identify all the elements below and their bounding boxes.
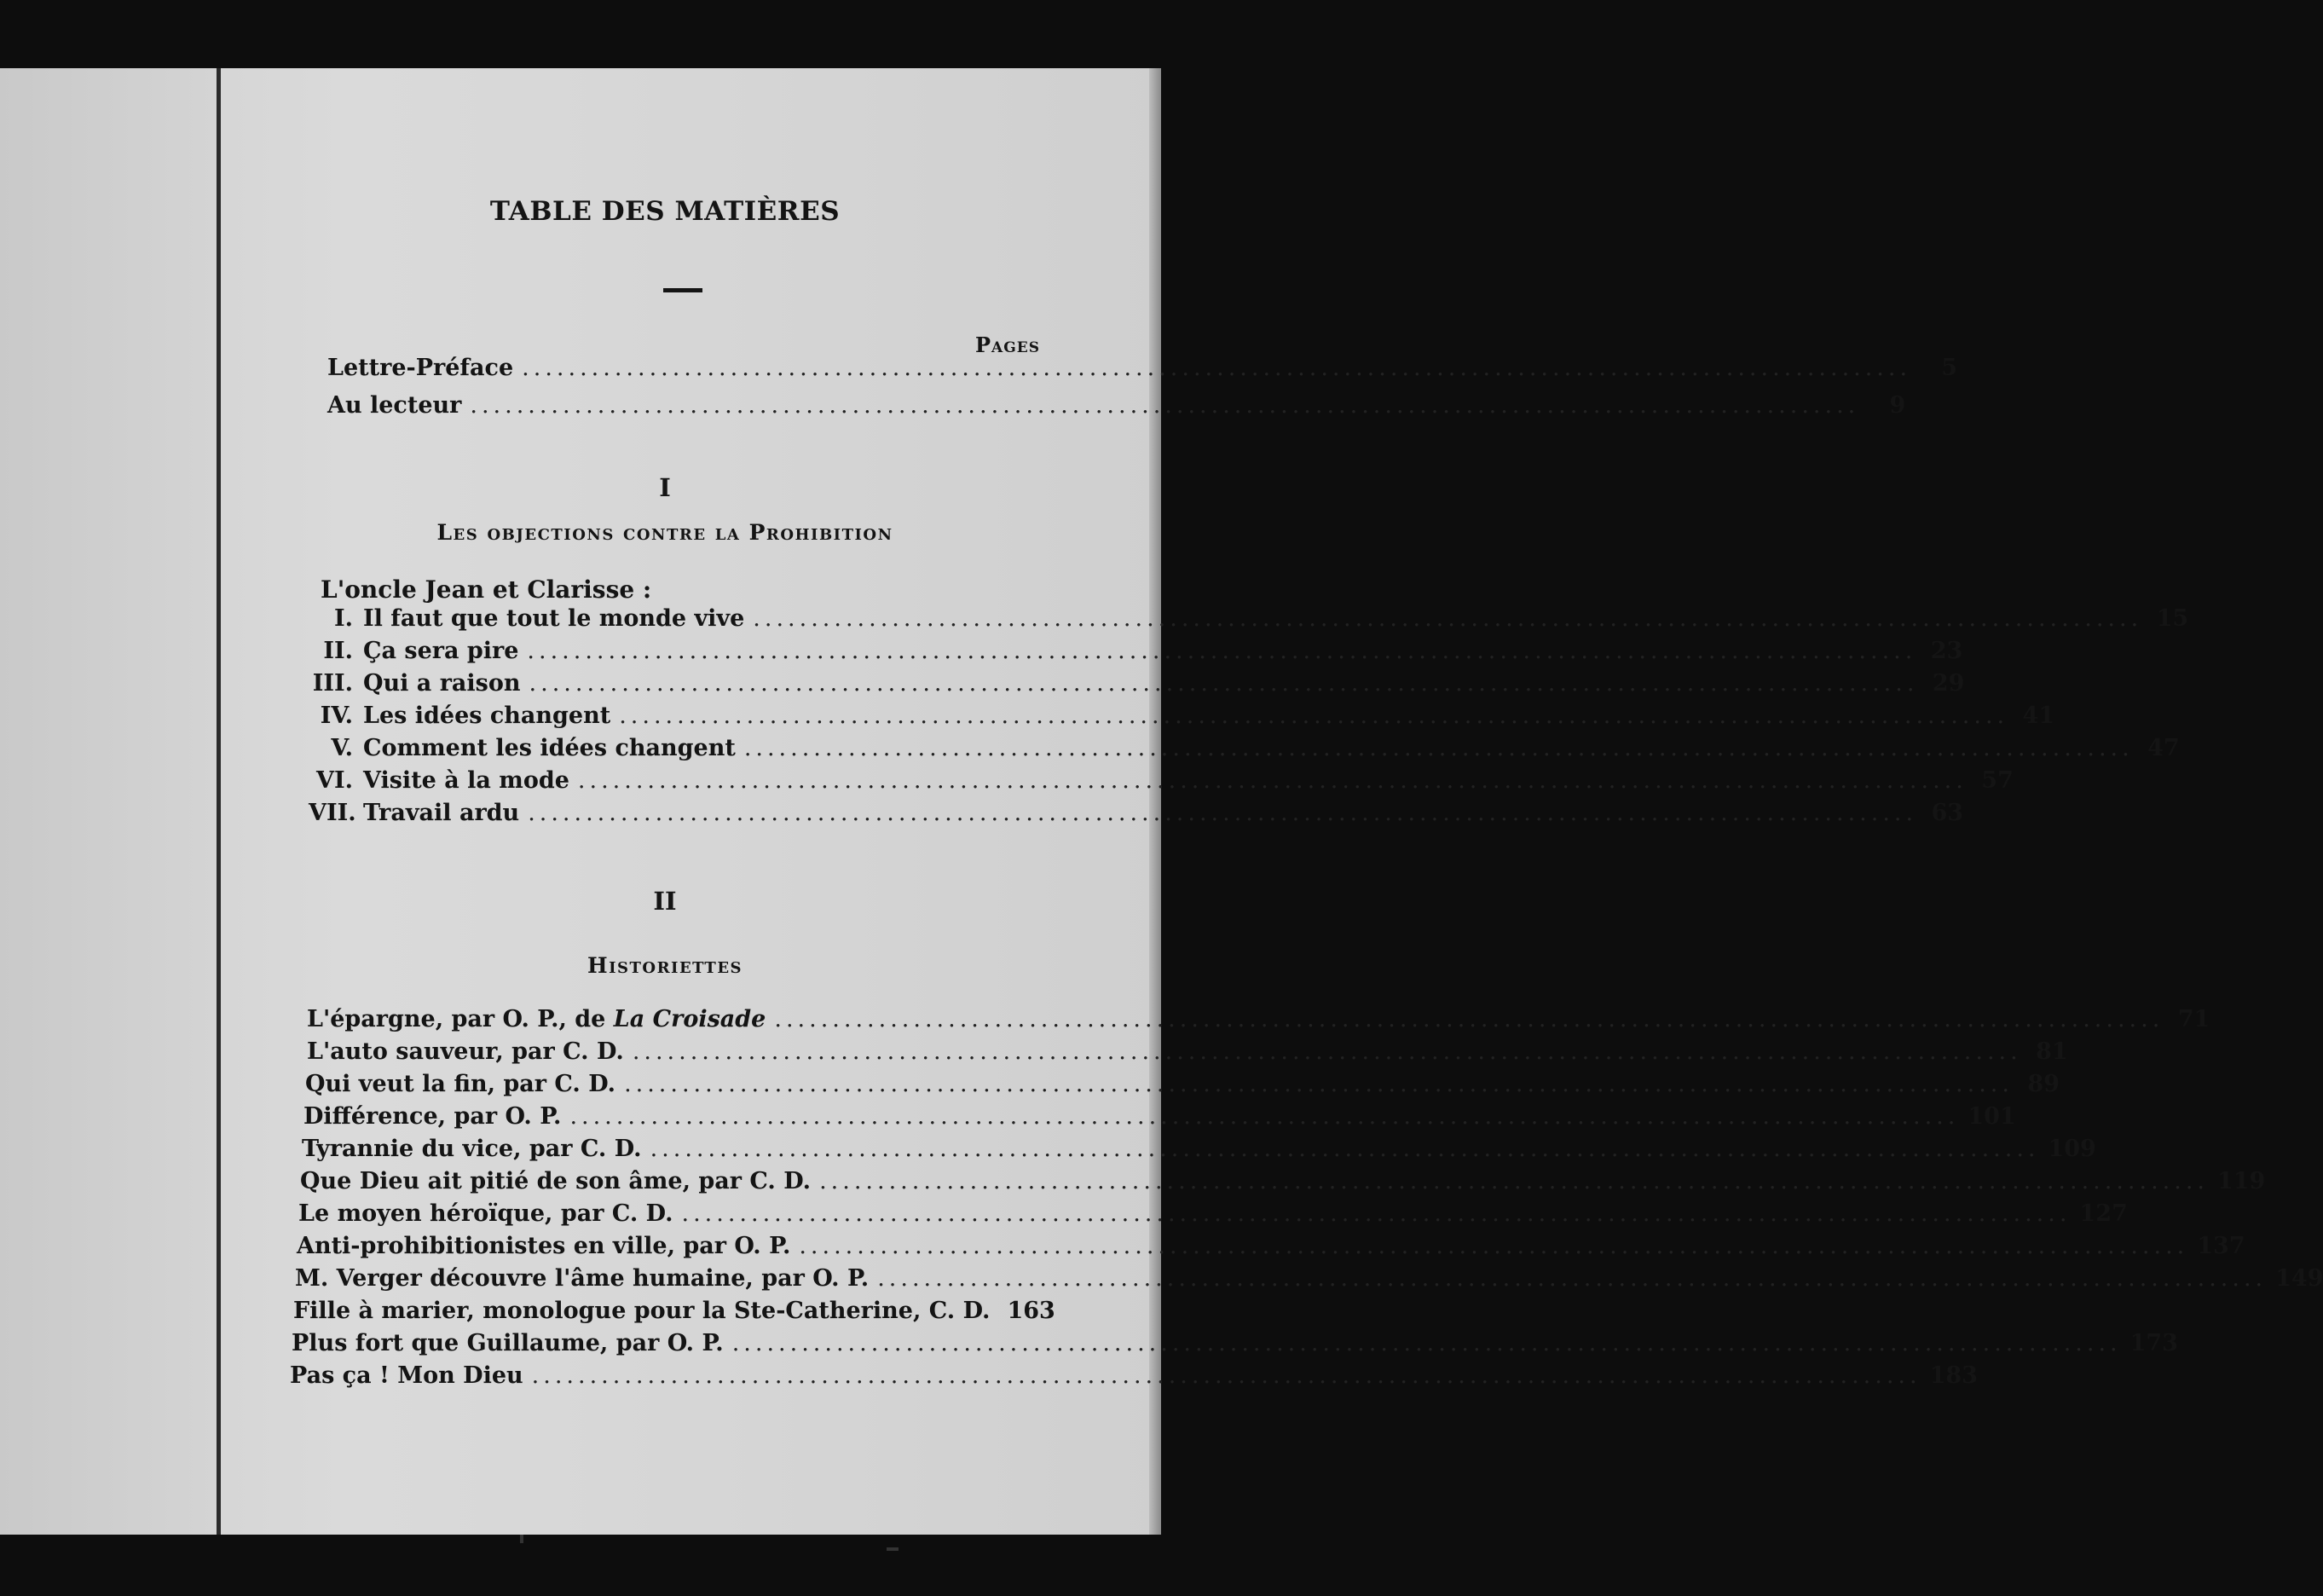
toc-entry (302, 1136, 2096, 1162)
entry-label: Le moyen héroïque, par C. D. (298, 1200, 673, 1227)
toc-entry (309, 767, 2014, 794)
entry-label: Comment les idées changent (363, 735, 736, 761)
entry-page: 23 (1930, 638, 1963, 664)
entry-page: 5 (1941, 355, 1958, 381)
entry-label: Fille à marier, monologue pour la Ste-Catherine, C. D. (293, 1298, 991, 1324)
toc-entry (297, 1233, 2245, 1259)
toc-entry (309, 703, 2055, 729)
toc-entry (292, 1330, 2178, 1356)
entry-page: 63 (1931, 800, 1964, 826)
toc-entry (290, 1362, 1978, 1389)
leader-dots: ........................................................................................................................ (528, 800, 1918, 826)
entry-number: VI. (316, 767, 353, 794)
entry-number: III. (312, 670, 353, 697)
entry-page: 57 (1981, 767, 2014, 794)
title-rule (663, 288, 702, 292)
leader-dots: ........................................................................................................................ (774, 1006, 2164, 1032)
toc-entry (300, 1168, 2266, 1194)
entry-page: 127 (2079, 1200, 2128, 1227)
toc-entry (305, 1071, 2060, 1097)
entry-page: 47 (2147, 735, 2180, 761)
part-number: I (659, 473, 671, 502)
entry-label: Différence, par O. P. (303, 1103, 562, 1130)
leader-dots: ........................................................................................................................ (799, 1233, 2189, 1259)
entry-page: 101 (1968, 1103, 2016, 1130)
leader-dots: ........................................................................................................................ (819, 1168, 2209, 1194)
leader-dots: ........................................................................................................................ (529, 670, 1919, 697)
toc-entry (309, 670, 1965, 697)
pages-column-heading: Pages (975, 332, 1040, 357)
leader-dots: ........................................................................................................................ (531, 1362, 1921, 1389)
part-title: Les objections contre la Prohibition (436, 520, 893, 545)
leader-dots: ........................................................................................................................ (877, 1265, 2268, 1292)
entry-page: 149 (2275, 1265, 2323, 1292)
toc-entry (307, 1038, 2068, 1065)
entry-label: Plus fort que Guillaume, par O. P. (292, 1330, 724, 1356)
toc-entry (298, 1200, 2128, 1227)
toc-entry (303, 1103, 2016, 1130)
leader-dots: ........................................................................................................................ (731, 1330, 2122, 1356)
scan-speck (887, 1547, 899, 1551)
entry-label: Il faut que tout le monde vive (363, 605, 745, 632)
entry-label: Visite à la mode (363, 767, 569, 794)
leader-dots: ........................................................................................................................ (624, 1071, 2014, 1097)
leader-dots: ........................................................................................................................ (650, 1136, 2040, 1162)
entry-label: M. Verger découvre l'âme humaine, par O. P. (295, 1265, 870, 1292)
leader-dots: ........................................................................................................................ (753, 605, 2143, 632)
entry-label: Travail ardu (363, 800, 520, 826)
toc-entry (309, 735, 2180, 761)
toc-entry (309, 638, 1963, 664)
entry-number: II. (323, 638, 353, 664)
entry-page: 119 (2216, 1168, 2266, 1194)
leader-dots: ........................................................................................................................ (743, 735, 2134, 761)
toc-entry (327, 392, 1906, 419)
entry-page: 81 (2036, 1038, 2068, 1065)
entry-label-text: L'épargne, par O. P., de (307, 1006, 614, 1032)
leader-dots: ........................................................................................................................ (522, 355, 1912, 381)
leader-dots: ........................................................................................................................ (577, 767, 1968, 794)
entry-page: 9 (1889, 392, 1906, 419)
part-number: II (653, 887, 677, 916)
entry-label: L'auto sauveur, par C. D. (307, 1038, 624, 1065)
entry-label: Qui veut la fin, par C. D. (305, 1071, 616, 1097)
entry-page: 89 (2027, 1071, 2060, 1097)
part-title: Historiettes (587, 953, 743, 978)
entry-page: 183 (1929, 1362, 1978, 1389)
entry-page: 29 (1932, 670, 1965, 697)
entry-label-italic: La Croisade (613, 1006, 766, 1032)
entry-page: 109 (2048, 1136, 2096, 1162)
entry-label: Au lecteur (327, 392, 462, 419)
entry-label: Ça sera pire (363, 638, 519, 664)
left-page-leaf (0, 68, 218, 1535)
scan-speck (520, 1535, 523, 1543)
leader-dots: ........................................................................................................................ (527, 638, 1917, 664)
scanned-page (0, 68, 2323, 1535)
entry-label: Les idées changent (363, 703, 611, 729)
entry-page: 137 (2197, 1233, 2245, 1259)
toc-entry (309, 800, 1964, 826)
entry-page: 163 (1007, 1298, 1055, 1324)
leader-dots: ........................................................................................................................ (681, 1200, 2072, 1227)
toc-entry (309, 605, 2189, 632)
entry-label: Anti-prohibitionistes en ville, par O. P. (297, 1233, 791, 1259)
entry-page: 15 (2156, 605, 2189, 632)
entry-page: 41 (2022, 703, 2055, 729)
leader-dots: ........................................................................................................................ (470, 392, 1860, 419)
entry-label: Tyrannie du vice, par C. D. (302, 1136, 642, 1162)
toc-entry (293, 1298, 1055, 1324)
entry-number: V. (331, 735, 353, 761)
leader-dots: ........................................................................................................................ (569, 1103, 1960, 1130)
toc-entry (295, 1265, 2323, 1292)
entry-number: IV. (320, 703, 353, 729)
page-gutter (217, 68, 221, 1535)
entry-number: VII. (309, 800, 356, 826)
entry-page: 71 (2177, 1006, 2210, 1032)
entry-label: Pas ça ! Mon Dieu (290, 1362, 523, 1389)
entry-number: I. (333, 605, 353, 632)
entry-label (307, 1008, 766, 1031)
entry-label: Que Dieu ait pitié de son âme, par C. D. (300, 1168, 812, 1194)
entry-page: 173 (2129, 1330, 2178, 1356)
group-title: L'oncle Jean et Clarisse : (321, 575, 652, 604)
toc-entry (327, 355, 1958, 381)
entry-label: Qui a raison (363, 670, 521, 697)
toc-title: TABLE DES MATIÈRES (489, 196, 841, 227)
toc-entry (307, 1006, 2210, 1032)
entry-label: Lettre-Préface (327, 355, 514, 381)
leader-dots: ........................................................................................................................ (632, 1038, 2022, 1065)
leader-dots: ........................................................................................................................ (619, 703, 2009, 729)
